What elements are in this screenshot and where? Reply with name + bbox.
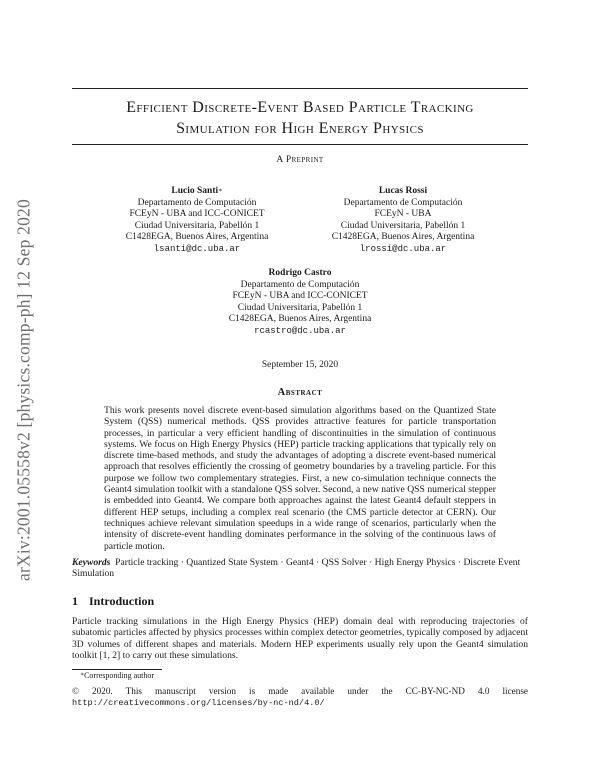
footnote-marker: ∗ [80, 672, 85, 678]
author-email[interactable]: lsanti@dc.uba.ar [153, 243, 241, 254]
author-affiliation-line: Departamento de Computación [240, 279, 360, 290]
author-name: Lucas Rossi [378, 186, 428, 196]
license-text: © 2020. This manuscript version is made available under the CC-BY-NC-ND 4.0 license [72, 686, 528, 696]
title-line-2: Simulation for High Energy Physics [176, 120, 424, 137]
author-name: Lucio Santi∗ [171, 186, 223, 196]
publication-date: September 15, 2020 [261, 360, 339, 370]
author-affiliation-line: FCEyN - UBA and ICC-CONICET [129, 209, 265, 220]
abstract-heading: Abstract [277, 387, 323, 398]
author-affiliation-line: Ciudad Universitaria, Pabellón 1 [134, 220, 260, 231]
footnote-rule [72, 669, 162, 670]
preprint-label: A Preprint [276, 155, 324, 165]
author-affiliation-line: C1428EGA, Buenos Aires, Argentina [125, 232, 269, 243]
author-affiliation-line: Departamento de Computación [343, 197, 463, 208]
license-notice [72, 686, 528, 710]
keywords [72, 557, 528, 580]
license-link[interactable]: http://creativecommons.org/licenses/by-nc-nd/4.0/ [72, 698, 325, 709]
author-affiliation-line: C1428EGA, Buenos Aires, Argentina [331, 232, 475, 243]
author-email[interactable]: rcastro@dc.uba.ar [254, 325, 346, 336]
author-affiliation-line: Ciudad Universitaria, Pabellón 1 [340, 220, 466, 231]
author-block-castro [215, 268, 385, 338]
author-affiliation-line: FCEyN - UBA [374, 209, 432, 220]
abstract-text: This work presents novel discrete event-based simulation algorithms based on the Quantized State System (QSS) numerical methods. QSS provides attractive features for particle transportation processes, in particular a very efficient handling of discontinuities in the simulation of continuous systems. We focus on High Energy Physics (HEP) particle tracking applications that typically rely on discrete time-based methods, and study the advantages of adopting a discrete event-based numerical approach that resolves efficiently the crossing of geometry boundaries by a traveling particle. For this purpose we follow two complementary strategies. First, a new co-simulation technique connects the Geant4 simulation toolkit with a standalone QSS solver. Second, a new native QSS numerical stepper is embedded into Geant4. We compare both approaches against the latest Geant4 default steppers in different HEP setups, including a complex real scenario (the CMS particle detector at CERN). Our techniques achieve relevant simulation speedups in a wide range of scenarios, particularly when the intensity of discrete-event handling dominates performance in the solving of the continuous laws of particle motion. [104, 405, 496, 552]
title-top-rule [72, 88, 528, 89]
author-name: Rodrigo Castro [268, 268, 332, 278]
section-title: Introduction [89, 594, 155, 608]
author-block-santi [112, 186, 282, 256]
author-affiliation-line: FCEyN - UBA and ICC-CONICET [232, 291, 368, 302]
author-affiliation-line: C1428EGA, Buenos Aires, Argentina [228, 314, 372, 325]
author-affiliation-line: Ciudad Universitaria, Pabellón 1 [237, 302, 363, 313]
title-line-1: Efficient Discrete-Event Based Particle Tracking [126, 99, 474, 116]
keywords-list: Particle tracking · Quantized State System · Geant4 · QSS Solver · High Energy Physics · Discrete Event Simulation [72, 557, 521, 580]
author-block-rossi [318, 186, 488, 256]
paper-title [72, 97, 528, 139]
author-footnote-marker: ∗ [218, 187, 223, 194]
author-affiliation-line: Departamento de Computación [137, 197, 257, 208]
author-email[interactable]: lrossi@dc.uba.ar [359, 243, 447, 254]
footnote-text: Corresponding author [84, 671, 155, 680]
arxiv-stamp-text: arXiv:2001.05558v2 [physics.comp-ph] 12 Sep 2020 [13, 199, 34, 581]
keywords-label: Keywords [72, 557, 111, 568]
arxiv-stamp [4, 170, 44, 610]
section-heading [72, 594, 154, 609]
title-bottom-rule [72, 144, 528, 145]
intro-paragraph: Particle tracking simulations in the High Energy Physics (HEP) domain deal with reproducing trajectories of subatomic particles affected by physics processes within complex detector geometries, typically composed by adjacent 3D volumes of different shapes and materials. Modern HEP experiments usually rely upon the Geant4 simulation toolkit [1, 2] to carry out these simulations. [72, 616, 528, 661]
section-number: 1 [72, 594, 78, 608]
footnote [80, 671, 154, 680]
